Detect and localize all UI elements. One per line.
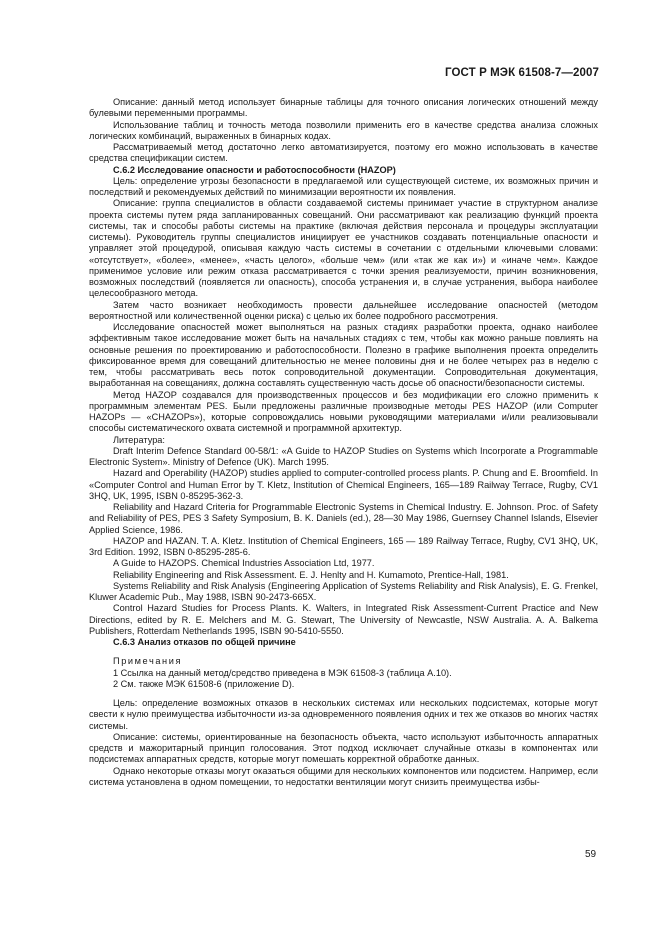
paragraph: Однако некоторые отказы могут оказаться общими для нескольких компонентов или подсистем. Например, если система установлена в одном помещении, то недостатки вентиляции могут снизить преимущества избы- (89, 765, 598, 787)
standard-header: ГОСТ Р МЭК 61508-7—2007 (445, 67, 599, 79)
paragraph: Использование таблиц и точность метода позволили применить его в качестве средства анализа сложных логических комбинаций, выраженных в бинарных кодах. (89, 119, 598, 141)
notes-label: Примечания (113, 656, 183, 667)
paragraph: Цель: определение возможных отказов в нескольких системах или нескольких подсистемах, которые могут свести к нулю преимущества избыточности из-за одновременного появления одних и тех же отказов во многих частях системы. (89, 698, 598, 731)
paragraph: Описание: данный метод использует бинарные таблицы для точного описания логических отношений между булевыми переменными программы. (89, 97, 598, 119)
paragraph: Описание: системы, ориентированные на безопасность объекта, часто используют избыточность аппаратных средств и мажоритарный принцип голосования. Этот подход исключает случайные отказы в компонентах или подсистемах аппаратных средств, которые могут помешать корректной обработке данных. (89, 731, 598, 765)
section-heading-c62: С.6.2 Исследование опасности и работоспособности (HAZOP) (113, 164, 396, 175)
reference-item: Systems Reliability and Risk Analysis (Engineering Application of Systems Reliability and Risk Analysis), E. G. Frenkel, Kluwer Academic Pub., May 1988, ISBN 90-2473-665X. (89, 580, 598, 602)
body-text (89, 97, 598, 788)
paragraph: Затем часто возникает необходимость провести дальнейшее исследование опасностей (методом вероятностной или количественной оценки риска) с целью их более подробного рассмотрения. (89, 299, 598, 321)
reference-item: Hazard and Operability (HAZOP) studies applied to computer-controlled process plants. P. Chung and E. Broomfield. In «Computer Control and Human Error by T. Kletz, Institution of Chemical Engineers, 165—189 Railway Terrace, Rugby, CV1 3HQ, UK, 1995, ISBN 0-85295-362-3. (89, 468, 598, 501)
references-label: Литература: (113, 434, 165, 445)
reference-item: Reliability and Hazard Criteria for Programmable Electronic Systems in Chemical Industry. E. Johnson. Proc. of Safety and Reliability of PES, PES 3 Safety Symposium, B. K. Daniels (ed.), 28—30 May 1986, Guernsey Channel Islands, Elsevier Applied Science, 1986. (89, 502, 598, 535)
paragraph: Описание: группа специалистов в области создаваемой системы принимает участие в структурном анализе проекта системы путем ряда запланированных совещаний. Они рассматривают как реализацию функций проекта системы, так и способы работы системы на практике (включая действия персонала и процедуры эксплуатации системы). Руководитель группы специалистов инициирует ее участников создавать потенциальные опасности и управляет этой процедурой, описывая каждую часть системы в сочетании с отдельными ключевыми словами: «отсутствует», «более», «менее», «часть целого», «больше чем» (или «так же как и») и «иначе чем». Каждое применимое условие или режим отказа рассматривается с точки зрения реализуемости, причин возникновения, возможных последствий (появляется ли опасность), способа устранения и, в случае устранения, выбора наиболее целесообразного метода. (89, 198, 598, 299)
reference-item: Draft Interim Defence Standard 00-58/1: «A Guide to HAZOP Studies on Systems which Incorporate a Programmable Electronic System». Ministry of Defence (UK). March 1995. (89, 445, 598, 467)
section-heading-c63: С.6.3 Анализ отказов по общей причине (113, 637, 296, 647)
paragraph: Исследование опасностей может выполняться на разных стадиях разработки проекта, однако наиболее эффективным такое исследование может быть на начальных стадиях с тем, чтобы как можно раньше повлиять на основные решения по проектированию и работоспособности. Полезно в графике выполнения проекта определить фиксированное время для совещаний длительностью не менее половины дня и не более четырех раз в неделю с тем, чтобы рассматривать весь поток сопроводительной документации. Сопроводительная документация, выработанная на совещаниях, должна составлять существенную часть досье об опасности/безопасности системы. (89, 322, 598, 389)
paragraph: Рассматриваемый метод достаточно легко автоматизируется, поэтому его можно использовать в качестве средства спецификации систем. (89, 142, 598, 164)
reference-item: Control Hazard Studies for Process Plants. K. Walters, in Integrated Risk Assessment-Current Practice and New Directions, edited by R. E. Melchers and M. G. Stewart, The University of Newcastle, NSW Australia. A. A. Balkema Publishers, Rotterdam Netherlands 1995, ISBN 90-5410-5550. (89, 603, 598, 636)
paragraph: Метод HAZOP создавался для производственных процессов и без модификации его сложно применить к программным элементам PES. Были предложены различные производные методы PES HAZOP (или Computer HAZOPs — «CHAZOPs»), которые сопровождались новыми руководящими материалами и/или реализовывали способы систематического охвата системной и программной архитектур. (89, 389, 598, 434)
reference-item: HAZOP and HAZAN. T. A. Kletz. Institution of Chemical Engineers, 165 — 189 Railway Terrace, Rugby, CV1 3HQ, UK, 3rd Edition. 1992, ISBN 0-85295-285-6. (89, 535, 598, 557)
reference-item: A Guide to HAZOPS. Chemical Industries Association Ltd, 1977. (113, 558, 375, 569)
paragraph: Цель: определение угрозы безопасности в предлагаемой или существующей системе, их возможных причин и последствий и рекомендуемых действий по минимизации вероятности их появления. (89, 175, 598, 197)
reference-item: Reliability Engineering and Risk Assessment. E. J. Henlty and H. Kumamoto, Prentice-Hall, 1981. (113, 569, 509, 580)
page-number: 59 (585, 849, 597, 860)
note-item: 2 См. также МЭК 61508-6 (приложение D). (113, 678, 295, 689)
note-item: 1 Ссылка на данный метод/средство приведена в МЭК 61508-3 (таблица А.10). (113, 667, 452, 678)
